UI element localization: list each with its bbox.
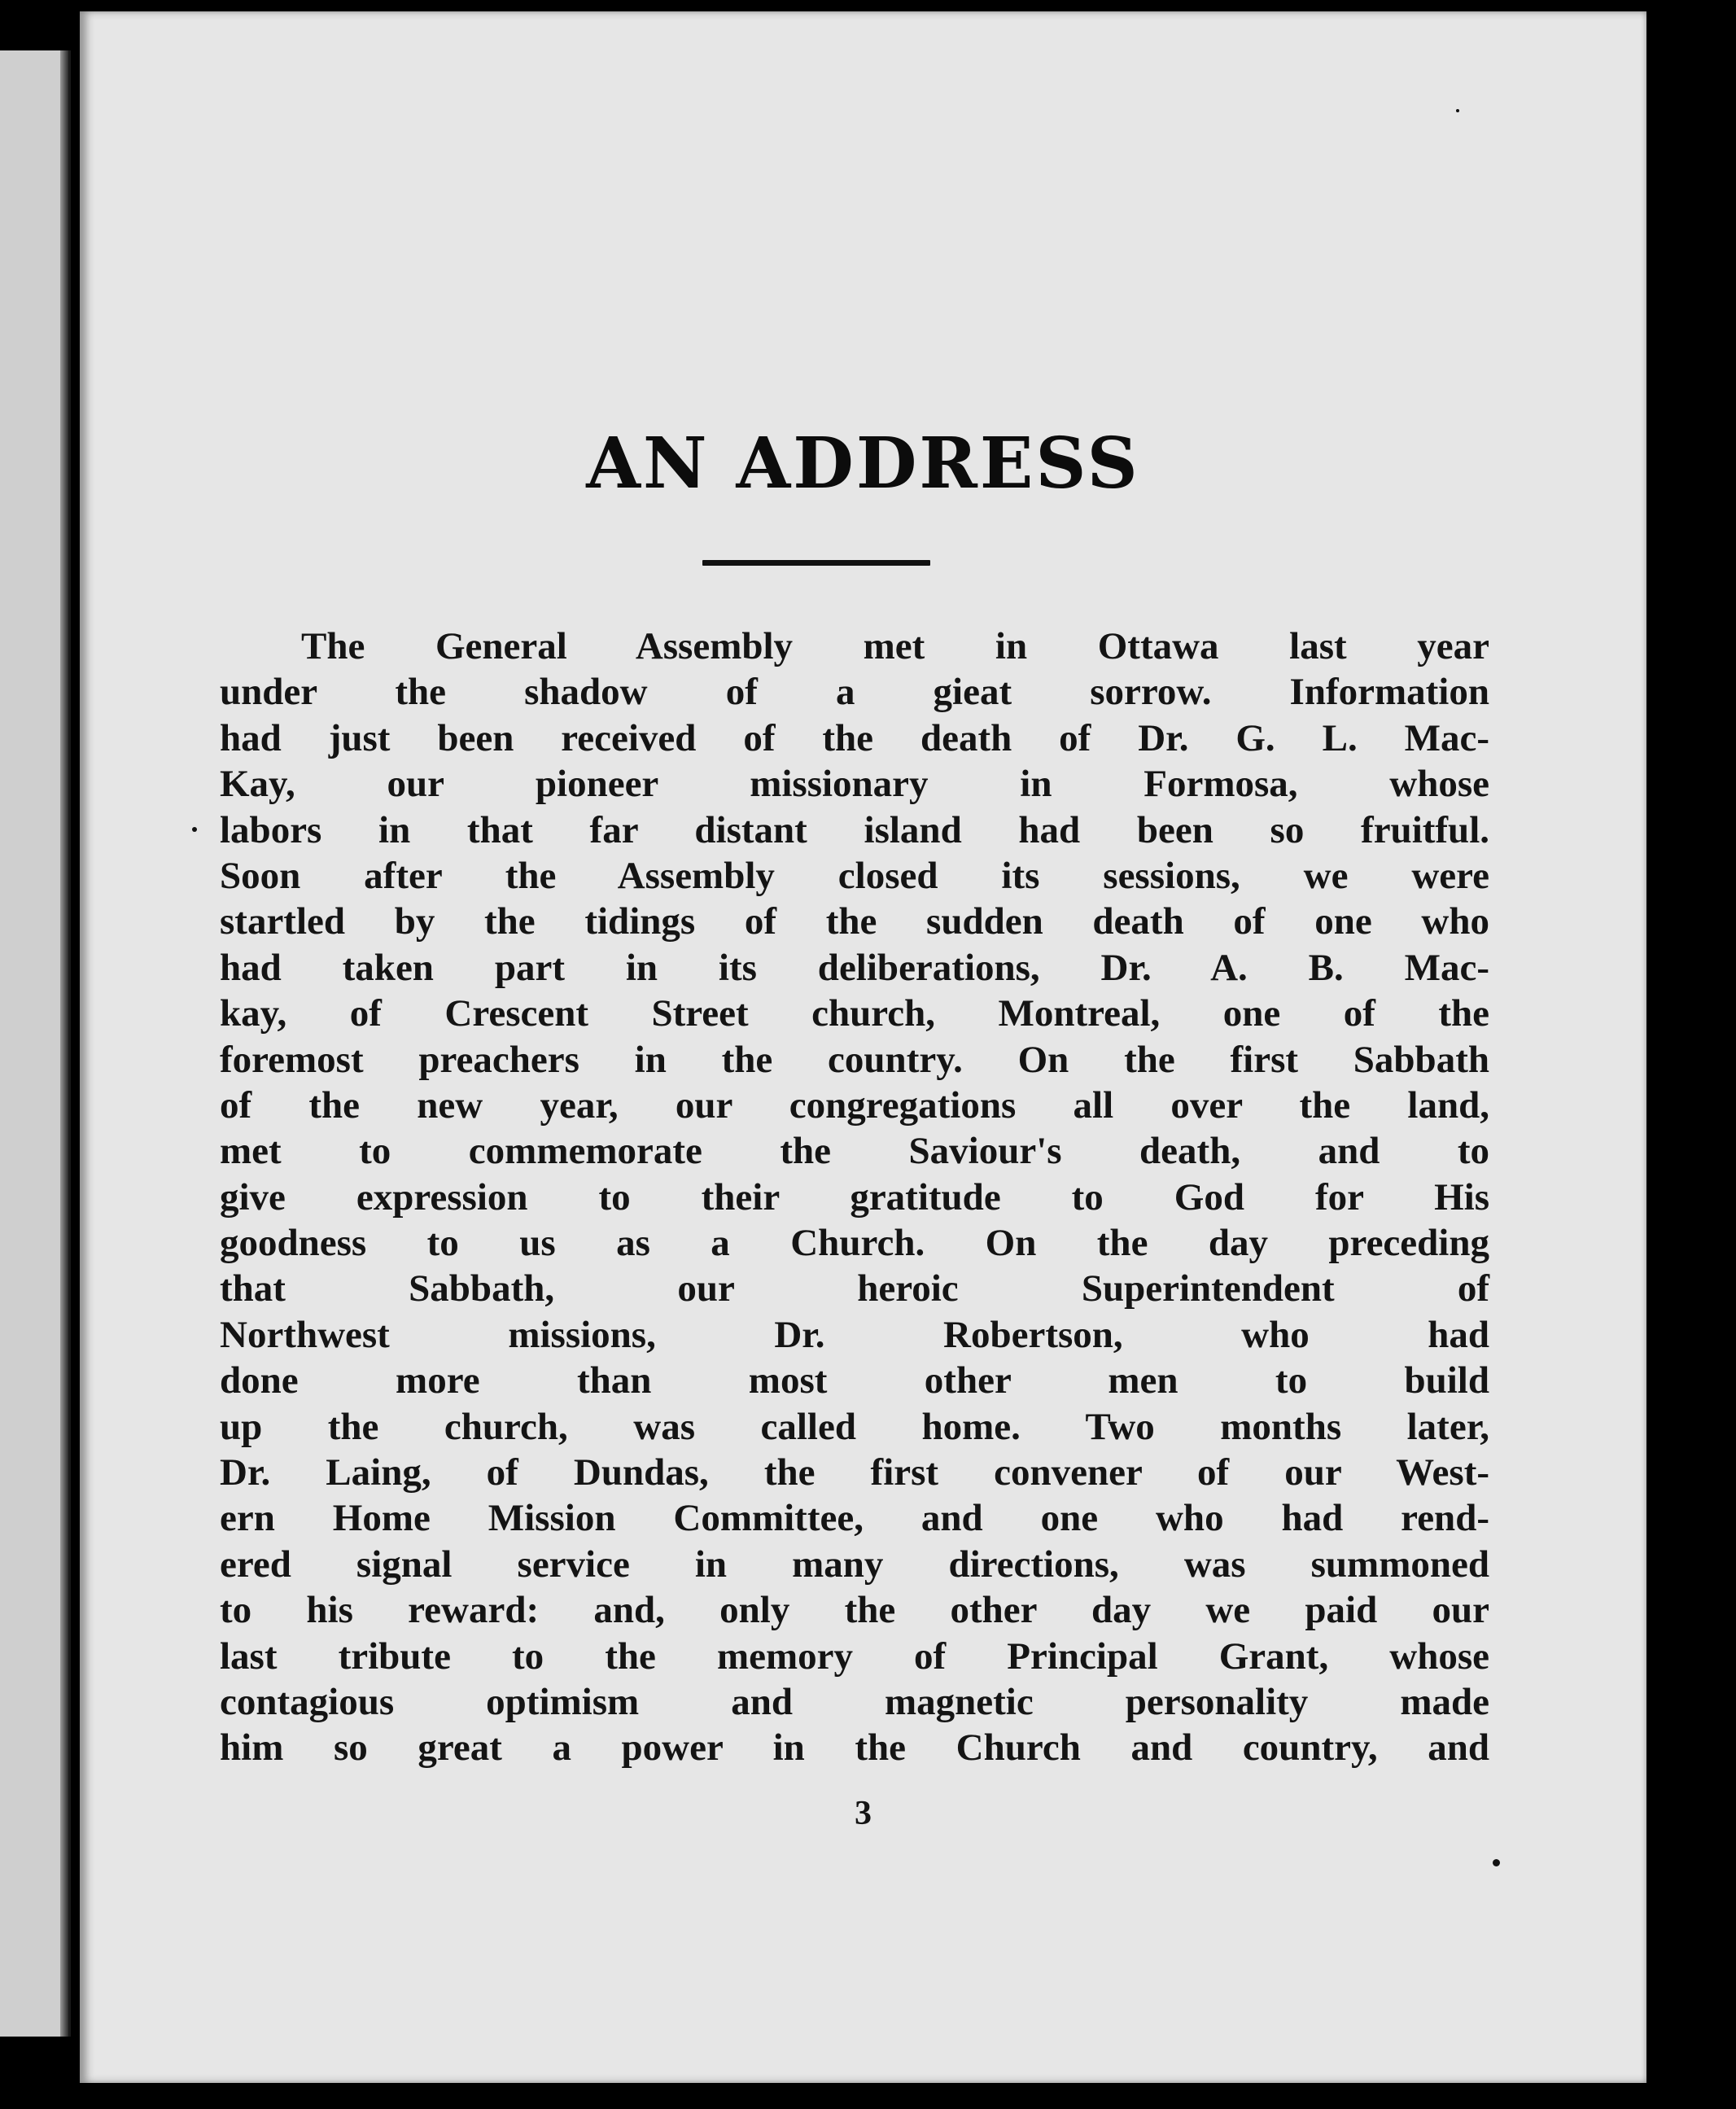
text-line: that Sabbath, our heroic Superintendent of xyxy=(220,1267,1489,1310)
page-number: 3 xyxy=(855,1795,872,1832)
text-line: startled by the tidings of the sudden death of one who xyxy=(220,900,1489,943)
address-body-text xyxy=(220,624,1489,1771)
text-line: goodness to us as a Church. On the day preceding xyxy=(220,1222,1489,1265)
text-line: under the shadow of a gieat sorrow. Information xyxy=(220,671,1489,714)
text-line: met to commemorate the Saviour's death, and to xyxy=(220,1130,1489,1173)
text-line: contagious optimism and magnetic personality made xyxy=(220,1680,1489,1723)
text-line: foremost preachers in the country. On the first Sabbath xyxy=(220,1038,1489,1081)
page-title: AN ADDRESS xyxy=(586,422,1140,505)
title-divider-rule xyxy=(702,560,930,566)
scan-speck xyxy=(192,827,197,832)
text-line: Northwest missions, Dr. Robertson, who had xyxy=(220,1313,1489,1356)
text-line: last tribute to the memory of Principal Grant, whose xyxy=(220,1634,1489,1678)
text-line: up the church, was called home. Two months later, xyxy=(220,1405,1489,1448)
text-line: Dr. Laing, of Dundas, the first convener of our West- xyxy=(220,1451,1489,1494)
gutter-shadow xyxy=(60,50,68,2037)
text-line: The General Assembly met in Ottawa last year xyxy=(301,625,1489,667)
text-line: labors in that far distant island had been so fruitful. xyxy=(220,808,1489,851)
text-line: to his reward: and, only the other day we paid our xyxy=(220,1589,1489,1632)
scan-speck xyxy=(1456,109,1459,112)
text-line: done more than most other men to build xyxy=(220,1359,1489,1402)
text-line: had taken part in its deliberations, Dr. A. B. Mac- xyxy=(220,946,1489,989)
text-line: of the new year, our congregations all over the land, xyxy=(220,1083,1489,1127)
scan-speck xyxy=(1493,1859,1500,1866)
text-line: give expression to their gratitude to God for His xyxy=(220,1175,1489,1219)
text-line: ered signal service in many directions, was summoned xyxy=(220,1542,1489,1586)
text-line: Kay, our pioneer missionary in Formosa, whose xyxy=(220,763,1489,806)
text-line: kay, of Crescent Street church, Montreal, one of the xyxy=(220,992,1489,1035)
text-line: Soon after the Assembly closed its sessions, we were xyxy=(220,854,1489,897)
text-line: ern Home Mission Committee, and one who had rend- xyxy=(220,1497,1489,1540)
text-line: him so great a power in the Church and country, and xyxy=(220,1726,1489,1770)
book-page xyxy=(80,11,1646,2083)
text-line: had just been received of the death of Dr. G. L. Mac- xyxy=(220,716,1489,759)
